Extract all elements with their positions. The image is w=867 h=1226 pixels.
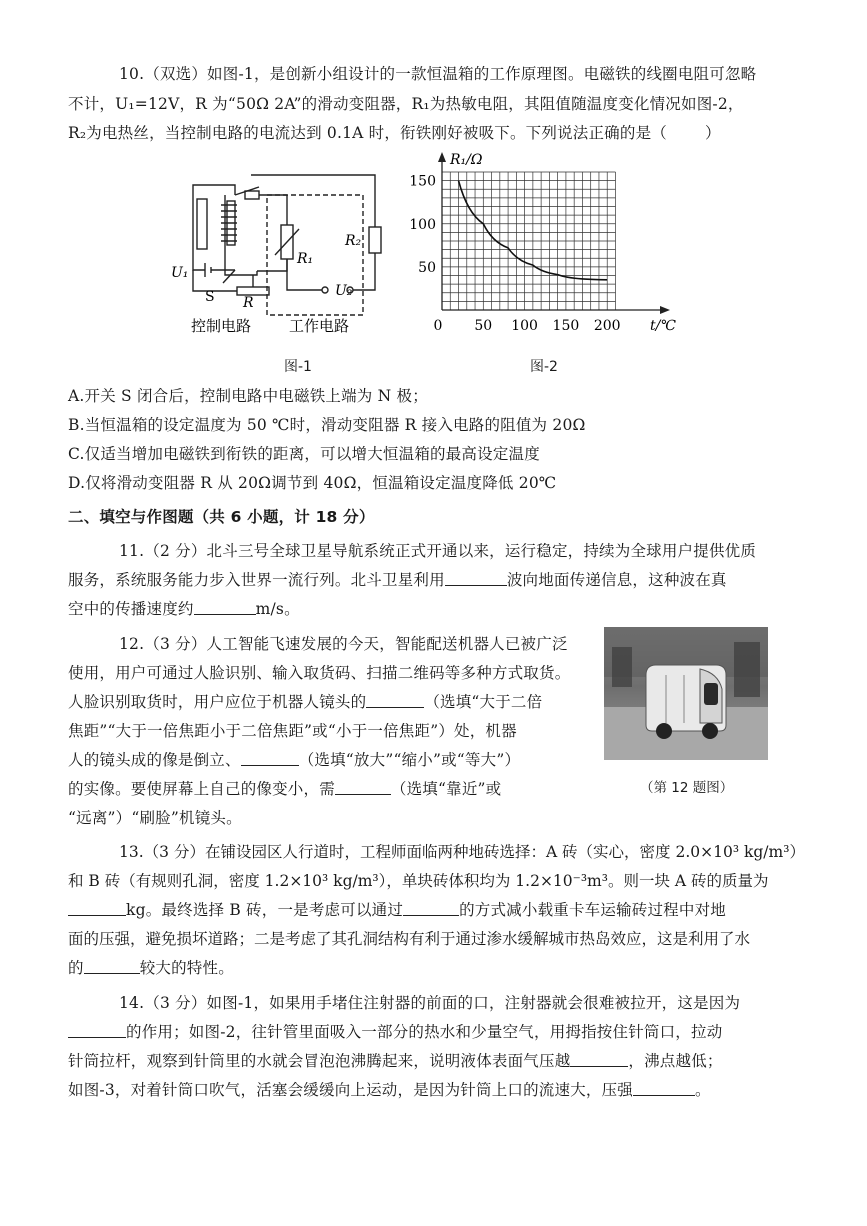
q14-line3	[68, 1047, 808, 1076]
q14-line1: 14.（3 分）如图-1，如果用手堵住注射器的前面的口，注射器就会很难被拉开，这是因为	[119, 994, 741, 1012]
origin-label: 0	[433, 318, 443, 334]
q10-line3-text: R₂为电热丝，当控制电路的电流达到 0.1A 时，衔铁刚好被吸下。下列说法正确的是（	[68, 124, 667, 142]
resistance-temperature-chart	[409, 152, 678, 337]
x-tick-label: 150	[552, 318, 580, 334]
x-tick-label: 100	[511, 318, 538, 334]
q14-line2	[68, 1018, 808, 1047]
q13-blank-3[interactable]	[84, 959, 140, 974]
q12-line6-a: 的实像。要使屏幕上自己的像变小，需	[68, 780, 335, 798]
q12-line6	[68, 775, 598, 804]
q12-line5-a: 人的镜头成的像是倒立、	[68, 751, 241, 769]
q11-line2	[68, 566, 808, 595]
delivery-robot-photo	[604, 627, 768, 760]
q13-line3	[68, 896, 808, 925]
q12-line3-b: （选填“大于二倍	[424, 693, 543, 711]
q12-line1: 12.（3 分）人工智能飞速发展的今天，智能配送机器人已被广泛	[119, 635, 568, 653]
q11-blank-1[interactable]	[445, 571, 507, 586]
fig2-caption: 图-2	[530, 359, 558, 375]
q10-option-c: C.仅适当增加电磁铁到衔铁的距离，可以增大恒温箱的最高设定温度	[68, 445, 540, 463]
q12-blank-1[interactable]	[366, 693, 424, 708]
q10-option-b: B.当恒温箱的设定温度为 50 ℃时，滑动变阻器 R 接入电路的阻值为 20Ω	[68, 416, 586, 434]
q12-blank-2[interactable]	[241, 751, 299, 766]
q10-bracket-close: ）	[704, 124, 721, 142]
q13-blank-2[interactable]	[403, 901, 459, 916]
q11-line2-b: 波向地面传递信息，这种波在真	[506, 571, 727, 589]
q13-blank-1[interactable]	[68, 901, 126, 916]
x-axis-arrow	[660, 306, 670, 314]
control-circuit-label: 控制电路	[191, 317, 252, 335]
q12-line7: “远离”）“刷脸”机镜头。	[68, 809, 242, 827]
q14-line3-b: ，沸点越低；	[628, 1052, 723, 1070]
q13-line5-b: 较大的特性。	[139, 959, 234, 977]
y-tick-label: 100	[409, 216, 436, 233]
y-tick-label: 150	[409, 173, 436, 190]
y-axis-label: R₁/Ω	[450, 152, 483, 168]
fig1-caption: 图-1	[284, 359, 312, 375]
label-U1: U₁	[171, 265, 189, 281]
q14-line4-b: 。	[695, 1081, 711, 1099]
q12-line4: 焦距”“大于一倍焦距小于二倍焦距”或“小于一倍焦距”）处，机器	[68, 722, 517, 740]
q10-option-d: D.仅将滑动变阻器 R 从 20Ω调节到 40Ω，恒温箱设定温度降低 20℃	[68, 474, 557, 492]
x-tick-label: 200	[593, 318, 621, 334]
q13-line4: 面的压强，避免损坏道路；二是考虑了其孔洞结构有利于通过渗水缓解城市热岛效应，这是利用了水	[68, 930, 751, 948]
q11-line2-a: 服务，系统服务能力步入世界一流行列。北斗卫星利用	[68, 571, 445, 589]
q12-blank-3[interactable]	[335, 780, 391, 795]
q10-line3	[68, 119, 808, 148]
q13-line5	[68, 954, 808, 983]
q14-blank-3[interactable]	[633, 1081, 695, 1096]
q14-blank-2[interactable]	[570, 1052, 628, 1067]
work-circuit-label: 工作电路	[289, 317, 350, 335]
label-R2: R₂	[345, 233, 362, 249]
q11-line3-b: m/s。	[255, 600, 300, 618]
q10-option-a: A.开关 S 闭合后，控制电路中电磁铁上端为 N 极；	[68, 387, 428, 405]
q13-line1: 13.（3 分）在铺设园区人行道时，工程师面临两种地砖选择：A 砖（实心，密度 2.0×10³ kg/m³）	[119, 843, 805, 861]
q14-line2-a: 的作用；如图-2，往针管里面吸入一部分的热水和少量空气，用拇指按住针筒口，拉动	[126, 1023, 723, 1041]
q11-blank-2[interactable]	[194, 600, 256, 615]
q13-line2: 和 B 砖（有规则孔洞，密度 1.2×10³ kg/m³），单块砖体积均为 1.2×10⁻³m³。则一块 A 砖的质量为	[68, 872, 769, 890]
q13-line3-a: kg。最终选择 B 砖，一是考虑可以通过	[126, 901, 404, 919]
q11-line1: 11.（2 分）北斗三号全球卫星导航系统正式开通以来，运行稳定，持续为全球用户提供优质	[119, 542, 757, 560]
label-U2: U₂	[335, 283, 353, 299]
q14-line4-a: 如图-3，对着针筒口吹气，活塞会缓缓向上运动，是因为针筒上口的流速大，压强	[68, 1081, 634, 1099]
q13-line5-a: 的	[68, 959, 84, 977]
y-tick-label: 50	[418, 259, 436, 276]
q12-line3-a: 人脸识别取货时，用户应位于机器人镜头的	[68, 693, 367, 711]
x-axis-label: t/℃	[649, 318, 676, 334]
q12-line6-b: （选填“靠近”或	[390, 780, 502, 798]
q14-line4	[68, 1076, 808, 1105]
q12-line5-b: （选填“放大”“缩小”或“等大”）	[298, 751, 521, 769]
q10-line2: 不计，U₁=12V，R 为“50Ω 2A”的滑动变阻器，R₁为热敏电阻，其阻值随温度变化情况如图-2，	[68, 95, 744, 113]
q11-line3-a: 空中的传播速度约	[68, 600, 194, 618]
section2-title: 二、填空与作图题（共 6 小题，计 18 分）	[68, 508, 375, 526]
y-axis-arrow	[438, 152, 446, 162]
q14-line3-a: 针筒拉杆，观察到针筒里的水就会冒泡泡沸腾起来，说明液体表面气压越	[68, 1052, 571, 1070]
q14-blank-1[interactable]	[68, 1023, 126, 1038]
q11-line3	[68, 595, 808, 624]
q13-line3-b: 的方式减小载重卡车运输砖过程中对地	[459, 901, 726, 919]
label-R: R	[243, 295, 254, 311]
q12-line3	[68, 688, 598, 717]
label-S: S	[205, 289, 215, 305]
q12-line5	[68, 746, 598, 775]
x-tick-label: 50	[474, 318, 493, 334]
q12-line2: 使用，用户可通过人脸识别、输入取货码、扫描二维码等多种方式取货。	[68, 664, 571, 682]
q10-line1: 10.（双选）如图-1，是创新小组设计的一款恒温箱的工作原理图。电磁铁的线圈电阻可忽略	[119, 65, 757, 83]
circuit-diagram	[165, 155, 405, 345]
q12-figure-caption: （第 12 题图）	[640, 780, 734, 796]
label-R1: R₁	[297, 251, 314, 267]
